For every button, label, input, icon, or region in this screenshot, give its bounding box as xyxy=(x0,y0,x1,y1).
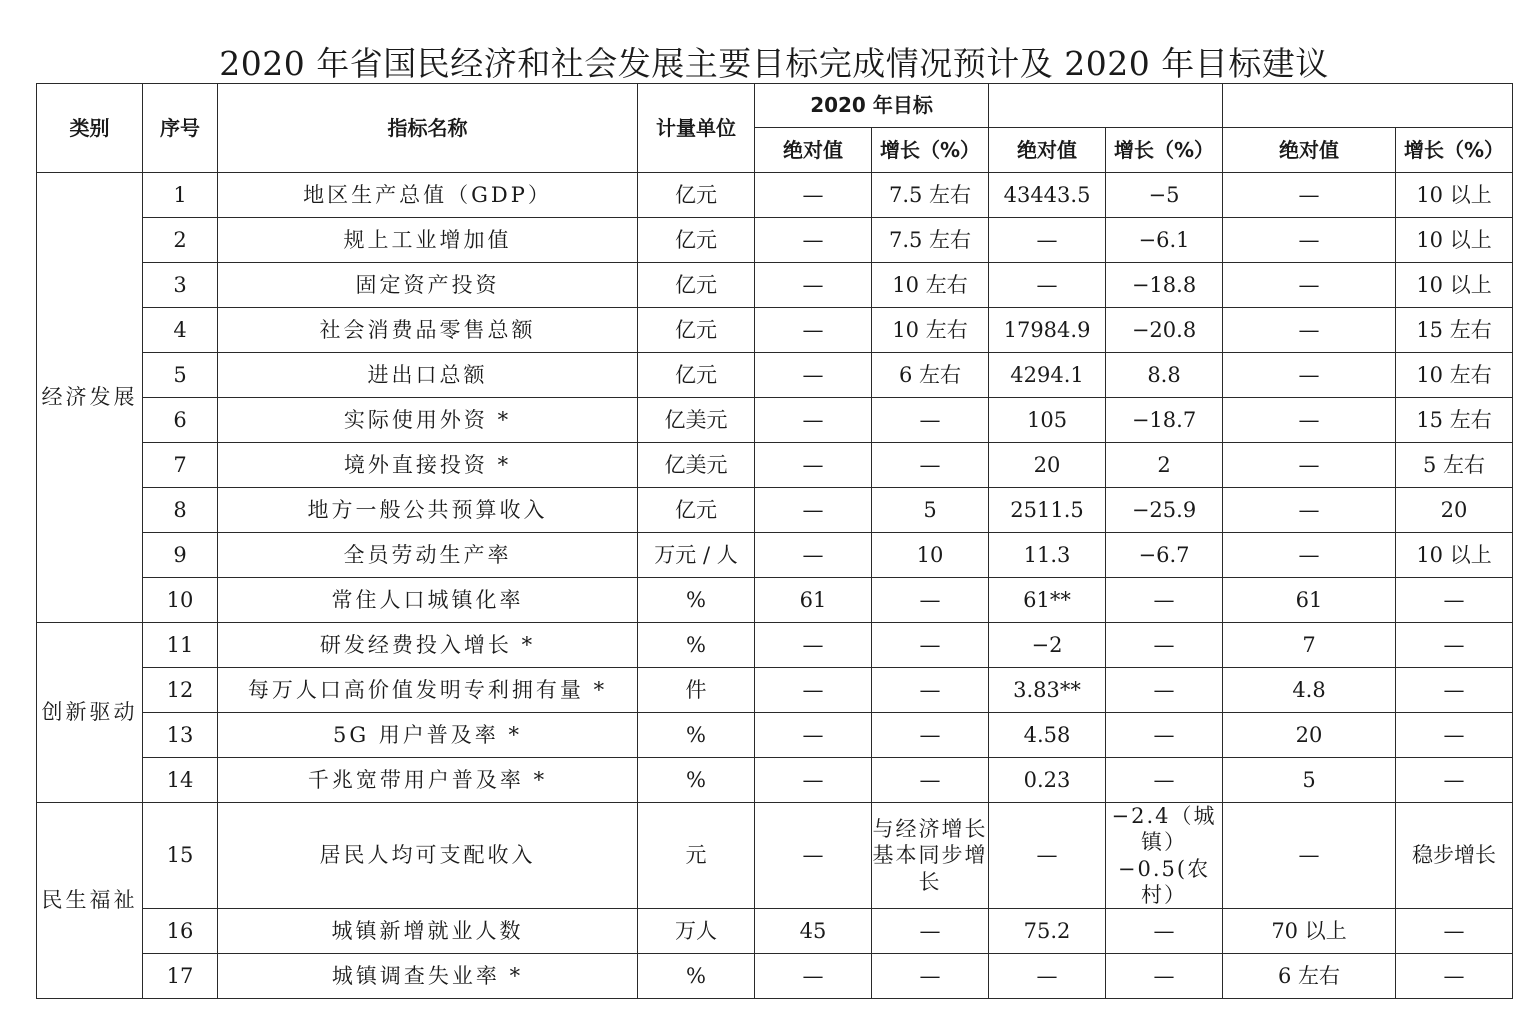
proposal-absolute: — xyxy=(1223,803,1396,909)
proposal-growth: 10 以上 xyxy=(1396,218,1513,263)
estimate-absolute: 17984.9 xyxy=(989,308,1106,353)
target-growth: — xyxy=(872,713,989,758)
indicator-name: 地方一般公共预算收入 xyxy=(218,488,638,533)
proposal-absolute: — xyxy=(1223,443,1396,488)
table-row xyxy=(37,758,1513,803)
estimate-absolute: −2 xyxy=(989,623,1106,668)
indicator-name: 实际使用外资 * xyxy=(218,398,638,443)
estimate-absolute: — xyxy=(989,218,1106,263)
estimate-growth: — xyxy=(1106,909,1223,954)
target-absolute: — xyxy=(755,758,872,803)
target-absolute: — xyxy=(755,263,872,308)
target-growth: — xyxy=(872,954,989,999)
estimate-absolute: 4294.1 xyxy=(989,353,1106,398)
header-proposal-absolute: 绝对值 xyxy=(1223,128,1396,173)
target-absolute: — xyxy=(755,443,872,488)
target-absolute: 61 xyxy=(755,578,872,623)
header-estimate-absolute: 绝对值 xyxy=(989,128,1106,173)
table-row xyxy=(37,713,1513,758)
proposal-growth: 10 以上 xyxy=(1396,263,1513,308)
estimate-absolute: 0.23 xyxy=(989,758,1106,803)
proposal-absolute: 70 以上 xyxy=(1223,909,1396,954)
estimate-growth: −25.9 xyxy=(1106,488,1223,533)
proposal-growth: 20 xyxy=(1396,488,1513,533)
proposal-absolute: — xyxy=(1223,398,1396,443)
unit-cell: 亿元 xyxy=(638,353,755,398)
seq-cell: 2 xyxy=(143,218,218,263)
seq-cell: 10 xyxy=(143,578,218,623)
unit-cell: 亿美元 xyxy=(638,398,755,443)
estimate-absolute: 61** xyxy=(989,578,1106,623)
estimate-growth: 2 xyxy=(1106,443,1223,488)
estimate-growth: — xyxy=(1106,668,1223,713)
seq-cell: 16 xyxy=(143,909,218,954)
unit-cell: 亿元 xyxy=(638,263,755,308)
estimate-growth: — xyxy=(1106,954,1223,999)
estimate-growth: −20.8 xyxy=(1106,308,1223,353)
target-absolute: — xyxy=(755,488,872,533)
unit-cell: % xyxy=(638,713,755,758)
table-row xyxy=(37,954,1513,999)
target-growth: 10 左右 xyxy=(872,263,989,308)
proposal-absolute: — xyxy=(1223,173,1396,218)
unit-cell: 亿元 xyxy=(638,173,755,218)
target-growth: — xyxy=(872,623,989,668)
header-group-2020-target: 2020 年目标 xyxy=(755,84,989,128)
estimate-growth: — xyxy=(1106,713,1223,758)
target-absolute: — xyxy=(755,954,872,999)
target-growth: 7.5 左右 xyxy=(872,218,989,263)
estimate-growth: −18.8 xyxy=(1106,263,1223,308)
target-growth: — xyxy=(872,909,989,954)
table-row xyxy=(37,443,1513,488)
table-row xyxy=(37,353,1513,398)
target-growth: — xyxy=(872,758,989,803)
estimate-absolute: 43443.5 xyxy=(989,173,1106,218)
table-body xyxy=(37,173,1513,999)
table-row xyxy=(37,173,1513,218)
indicator-name: 5G 用户普及率 * xyxy=(218,713,638,758)
header-group-estimate xyxy=(989,84,1223,128)
proposal-absolute: 5 xyxy=(1223,758,1396,803)
table-row xyxy=(37,623,1513,668)
proposal-growth: 稳步增长 xyxy=(1396,803,1513,909)
indicator-name: 地区生产总值（GDP） xyxy=(218,173,638,218)
header-group-proposal xyxy=(1223,84,1513,128)
proposal-growth: — xyxy=(1396,758,1513,803)
estimate-growth: 8.8 xyxy=(1106,353,1223,398)
proposal-absolute: — xyxy=(1223,353,1396,398)
proposal-absolute: — xyxy=(1223,488,1396,533)
estimate-absolute: 105 xyxy=(989,398,1106,443)
indicator-name: 进出口总额 xyxy=(218,353,638,398)
unit-cell: 万元 / 人 xyxy=(638,533,755,578)
target-growth: — xyxy=(872,398,989,443)
header-estimate-growth: 增长（%） xyxy=(1106,128,1223,173)
unit-cell: % xyxy=(638,578,755,623)
proposal-growth: — xyxy=(1396,578,1513,623)
unit-cell: 亿元 xyxy=(638,308,755,353)
unit-cell: 件 xyxy=(638,668,755,713)
indicator-name: 境外直接投资 * xyxy=(218,443,638,488)
table-row xyxy=(37,803,1513,909)
target-growth: — xyxy=(872,668,989,713)
table-row xyxy=(37,263,1513,308)
table-row xyxy=(37,398,1513,443)
estimate-absolute: — xyxy=(989,803,1106,909)
estimate-growth: — xyxy=(1106,578,1223,623)
estimate-absolute: 20 xyxy=(989,443,1106,488)
estimate-absolute: 4.58 xyxy=(989,713,1106,758)
header-category: 类别 xyxy=(37,84,143,173)
proposal-absolute: 7 xyxy=(1223,623,1396,668)
target-growth: — xyxy=(872,578,989,623)
proposal-growth: 5 左右 xyxy=(1396,443,1513,488)
seq-cell: 14 xyxy=(143,758,218,803)
target-growth: 6 左右 xyxy=(872,353,989,398)
table-row xyxy=(37,668,1513,713)
proposal-absolute: — xyxy=(1223,263,1396,308)
target-growth: 7.5 左右 xyxy=(872,173,989,218)
header-target-growth: 增长（%） xyxy=(872,128,989,173)
proposal-growth: — xyxy=(1396,954,1513,999)
proposal-absolute: 6 左右 xyxy=(1223,954,1396,999)
proposal-absolute: 20 xyxy=(1223,713,1396,758)
unit-cell: % xyxy=(638,758,755,803)
target-absolute: — xyxy=(755,623,872,668)
unit-cell: % xyxy=(638,954,755,999)
target-absolute: — xyxy=(755,803,872,909)
document-title: 2020 年省国民经济和社会发展主要目标完成情况预计及 2020 年目标建议 xyxy=(219,44,1329,83)
table-row xyxy=(37,533,1513,578)
unit-cell: 万人 xyxy=(638,909,755,954)
table-row xyxy=(37,488,1513,533)
seq-cell: 1 xyxy=(143,173,218,218)
seq-cell: 15 xyxy=(143,803,218,909)
target-absolute: — xyxy=(755,173,872,218)
proposal-growth: — xyxy=(1396,623,1513,668)
unit-cell: 亿元 xyxy=(638,488,755,533)
target-absolute: — xyxy=(755,713,872,758)
unit-cell: 亿美元 xyxy=(638,443,755,488)
seq-cell: 8 xyxy=(143,488,218,533)
proposal-absolute: — xyxy=(1223,533,1396,578)
proposal-absolute: — xyxy=(1223,218,1396,263)
table-row xyxy=(37,909,1513,954)
seq-cell: 5 xyxy=(143,353,218,398)
proposal-growth: — xyxy=(1396,668,1513,713)
indicator-name: 社会消费品零售总额 xyxy=(218,308,638,353)
unit-cell: 亿元 xyxy=(638,218,755,263)
estimate-absolute: — xyxy=(989,263,1106,308)
seq-cell: 12 xyxy=(143,668,218,713)
target-absolute: — xyxy=(755,668,872,713)
estimate-absolute: 2511.5 xyxy=(989,488,1106,533)
seq-cell: 17 xyxy=(143,954,218,999)
proposal-growth: 10 以上 xyxy=(1396,533,1513,578)
estimate-growth: −2.4（城镇）−0.5(农村） xyxy=(1106,803,1223,909)
target-absolute: — xyxy=(755,218,872,263)
indicator-name: 常住人口城镇化率 xyxy=(218,578,638,623)
proposal-growth: 10 左右 xyxy=(1396,353,1513,398)
estimate-growth: −6.7 xyxy=(1106,533,1223,578)
target-absolute: — xyxy=(755,353,872,398)
indicator-name: 千兆宽带用户普及率 * xyxy=(218,758,638,803)
estimate-growth: −18.7 xyxy=(1106,398,1223,443)
unit-cell: 元 xyxy=(638,803,755,909)
indicator-name: 每万人口高价值发明专利拥有量 * xyxy=(218,668,638,713)
target-growth: 5 xyxy=(872,488,989,533)
indicator-name: 城镇新增就业人数 xyxy=(218,909,638,954)
proposal-absolute: — xyxy=(1223,308,1396,353)
indicator-name: 居民人均可支配收入 xyxy=(218,803,638,909)
category-innovation: 创新驱动 xyxy=(37,623,143,803)
seq-cell: 11 xyxy=(143,623,218,668)
seq-cell: 4 xyxy=(143,308,218,353)
indicator-name: 研发经费投入增长 * xyxy=(218,623,638,668)
table-row xyxy=(37,308,1513,353)
target-growth: — xyxy=(872,443,989,488)
proposal-growth: 15 左右 xyxy=(1396,398,1513,443)
proposal-absolute: 61 xyxy=(1223,578,1396,623)
estimate-absolute: 3.83** xyxy=(989,668,1106,713)
estimate-absolute: 11.3 xyxy=(989,533,1106,578)
proposal-growth: — xyxy=(1396,713,1513,758)
estimate-absolute: 75.2 xyxy=(989,909,1106,954)
seq-cell: 13 xyxy=(143,713,218,758)
header-seq: 序号 xyxy=(143,84,218,173)
proposal-absolute: 4.8 xyxy=(1223,668,1396,713)
table-row xyxy=(37,578,1513,623)
table-row xyxy=(37,218,1513,263)
header-indicator: 指标名称 xyxy=(218,84,638,173)
seq-cell: 6 xyxy=(143,398,218,443)
proposal-growth: — xyxy=(1396,909,1513,954)
seq-cell: 7 xyxy=(143,443,218,488)
estimate-growth: −6.1 xyxy=(1106,218,1223,263)
target-absolute: — xyxy=(755,533,872,578)
header-target-absolute: 绝对值 xyxy=(755,128,872,173)
estimate-growth: — xyxy=(1106,758,1223,803)
target-growth: 10 左右 xyxy=(872,308,989,353)
header-unit: 计量单位 xyxy=(638,84,755,173)
indicator-name: 城镇调查失业率 * xyxy=(218,954,638,999)
seq-cell: 9 xyxy=(143,533,218,578)
estimate-absolute: — xyxy=(989,954,1106,999)
indicator-name: 固定资产投资 xyxy=(218,263,638,308)
indicator-name: 全员劳动生产率 xyxy=(218,533,638,578)
estimate-growth: — xyxy=(1106,623,1223,668)
target-absolute: 45 xyxy=(755,909,872,954)
targets-table xyxy=(36,83,1513,999)
category-welfare: 民生福祉 xyxy=(37,803,143,999)
target-growth: 与经济增长基本同步增长 xyxy=(872,803,989,909)
indicator-name: 规上工业增加值 xyxy=(218,218,638,263)
target-absolute: — xyxy=(755,398,872,443)
target-absolute: — xyxy=(755,308,872,353)
proposal-growth: 10 以上 xyxy=(1396,173,1513,218)
category-economy: 经济发展 xyxy=(37,173,143,623)
header-proposal-growth: 增长（%） xyxy=(1396,128,1513,173)
proposal-growth: 15 左右 xyxy=(1396,308,1513,353)
estimate-growth: −5 xyxy=(1106,173,1223,218)
target-growth: 10 xyxy=(872,533,989,578)
unit-cell: % xyxy=(638,623,755,668)
seq-cell: 3 xyxy=(143,263,218,308)
